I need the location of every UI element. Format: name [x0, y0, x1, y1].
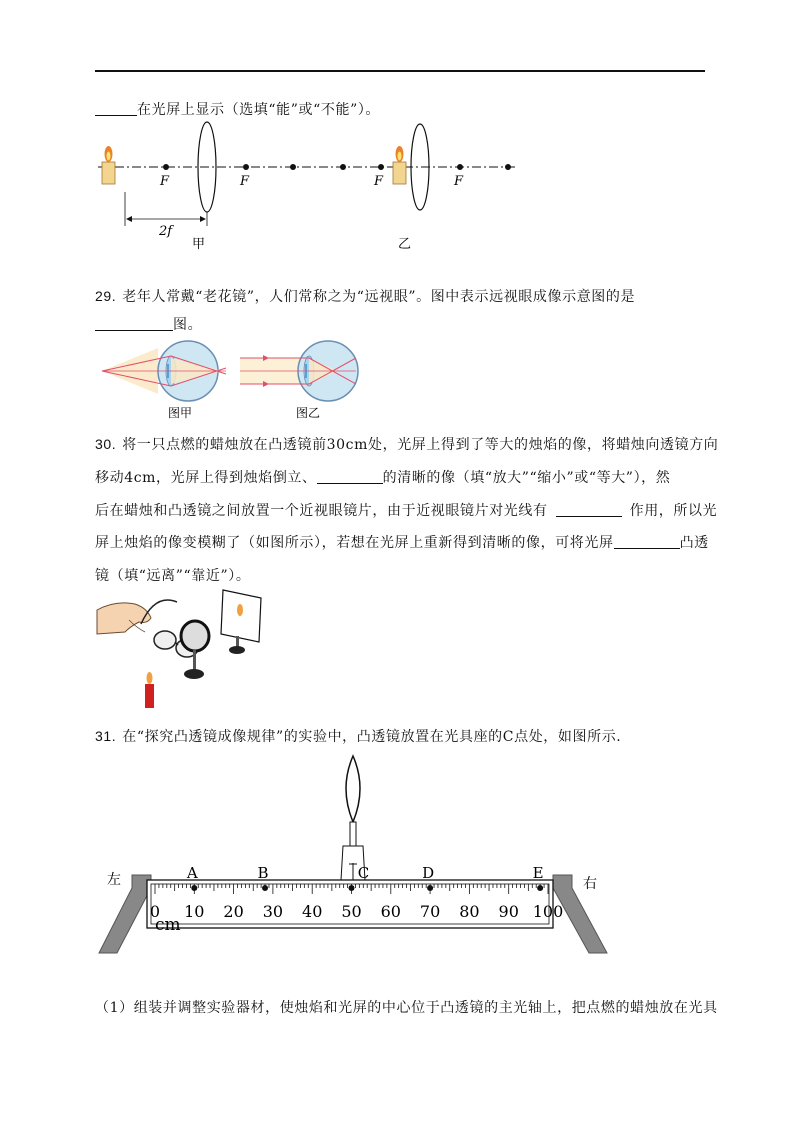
focal-point [378, 164, 384, 170]
q30-line2: 移动4cm，光屏上得到烛焰倒立、 的清晰的像（填“放大”“缩小”或“等大”），然 [95, 470, 671, 486]
light-screen [221, 590, 261, 654]
fig-yi-caption: 图乙 [296, 406, 321, 420]
axis-point [505, 164, 511, 170]
unit-label: cm [155, 915, 181, 935]
candle-icon [145, 672, 154, 708]
ruler-tick-label: 70 [419, 902, 441, 921]
eye-diagram-jia [102, 341, 226, 401]
q28-lens-figure [95, 120, 535, 255]
f-label: F [374, 174, 384, 189]
answer-blank[interactable] [556, 502, 622, 517]
focal-point [163, 164, 169, 170]
ruler-tick-label: 100 [532, 902, 564, 921]
bench-point [349, 885, 355, 891]
ruler-tick-label: 0 [149, 902, 161, 921]
fig-yi-label: 乙 [398, 237, 412, 252]
q30-line3: 后在蜡烛和凸透镜之间放置一个近视眼镜片，由于近视眼镜片对光线有 作用，所以光 [95, 503, 718, 519]
q30-experiment-figure [95, 588, 265, 710]
q29-line2: 图。 [95, 314, 202, 334]
answer-blank[interactable] [317, 469, 383, 484]
fig-jia-caption: 图甲 [168, 406, 193, 420]
candle-icon [393, 146, 406, 184]
q31-sub1: （1）组装并调整实验器材，使烛焰和光屏的中心位于凸透镜的主光轴上，把点燃的蜡烛放在光具 [95, 1000, 718, 1016]
two-f-label: 2f [159, 224, 173, 239]
bench-point [427, 885, 433, 891]
eye-diagram-yi [240, 341, 358, 401]
bench-point-label: C [357, 864, 370, 882]
q30-line4: 屏上烛焰的像变模糊了（如图所示），若想在光屏上重新得到清晰的像，可将光屏 凸透 [95, 535, 709, 551]
q30-line5: 镜（填“远离”“靠近”）。 [95, 568, 251, 584]
f-label: F [160, 174, 170, 189]
answer-blank[interactable] [614, 534, 680, 549]
bench-point-label: D [422, 864, 435, 882]
axis-point [340, 164, 346, 170]
ruler-tick-label: 30 [262, 902, 284, 921]
bench-point [191, 885, 197, 891]
answer-blank[interactable] [95, 101, 137, 116]
answer-blank[interactable] [95, 316, 173, 331]
optical-bench-figure [95, 748, 615, 970]
q29-eye-figure [98, 338, 358, 420]
q28-line1: 在光屏上显示（选填“能”或“不能”）。 [95, 99, 380, 119]
ruler-tick-label: 10 [184, 902, 205, 921]
right-label: 右 [583, 876, 597, 892]
axis-point [290, 164, 296, 170]
bench-point [262, 885, 268, 891]
focal-point [457, 164, 463, 170]
ruler-tick-label: 60 [380, 902, 401, 921]
bench-point-label: E [532, 864, 544, 882]
left-label: 左 [107, 872, 121, 888]
ruler-tick-label: 50 [341, 902, 362, 921]
candle-icon [102, 146, 115, 184]
bench-point [537, 885, 543, 891]
ruler-tick-label: 40 [302, 902, 323, 921]
fig-jia-label: 甲 [192, 237, 206, 252]
bench-point-label: A [186, 864, 198, 882]
ruler-tick-label: 80 [459, 902, 480, 921]
header-rule [95, 70, 705, 72]
f-label: F [454, 174, 464, 189]
f-label: F [240, 174, 250, 189]
q29-line1: 29. 老年人常戴“老花镜”，人们常称之为“远视眼”。图中表示远视眼成像示意图的是 [95, 288, 636, 305]
ruler-tick-label: 20 [223, 902, 244, 921]
q31-line1: 31. 在“探究凸透镜成像规律”的实验中，凸透镜放置在光具座的C点处，如图所示. [95, 728, 622, 745]
ruler-tick-label: 90 [498, 902, 519, 921]
focal-point [243, 164, 249, 170]
hand-icon [97, 603, 151, 634]
q30-line1: 30. 将一只点燃的蜡烛放在凸透镜前30cm处，光屏上得到了等大的烛焰的像，将蜡烛向透镜方向 [95, 436, 719, 453]
bench-point-label: B [257, 864, 269, 882]
